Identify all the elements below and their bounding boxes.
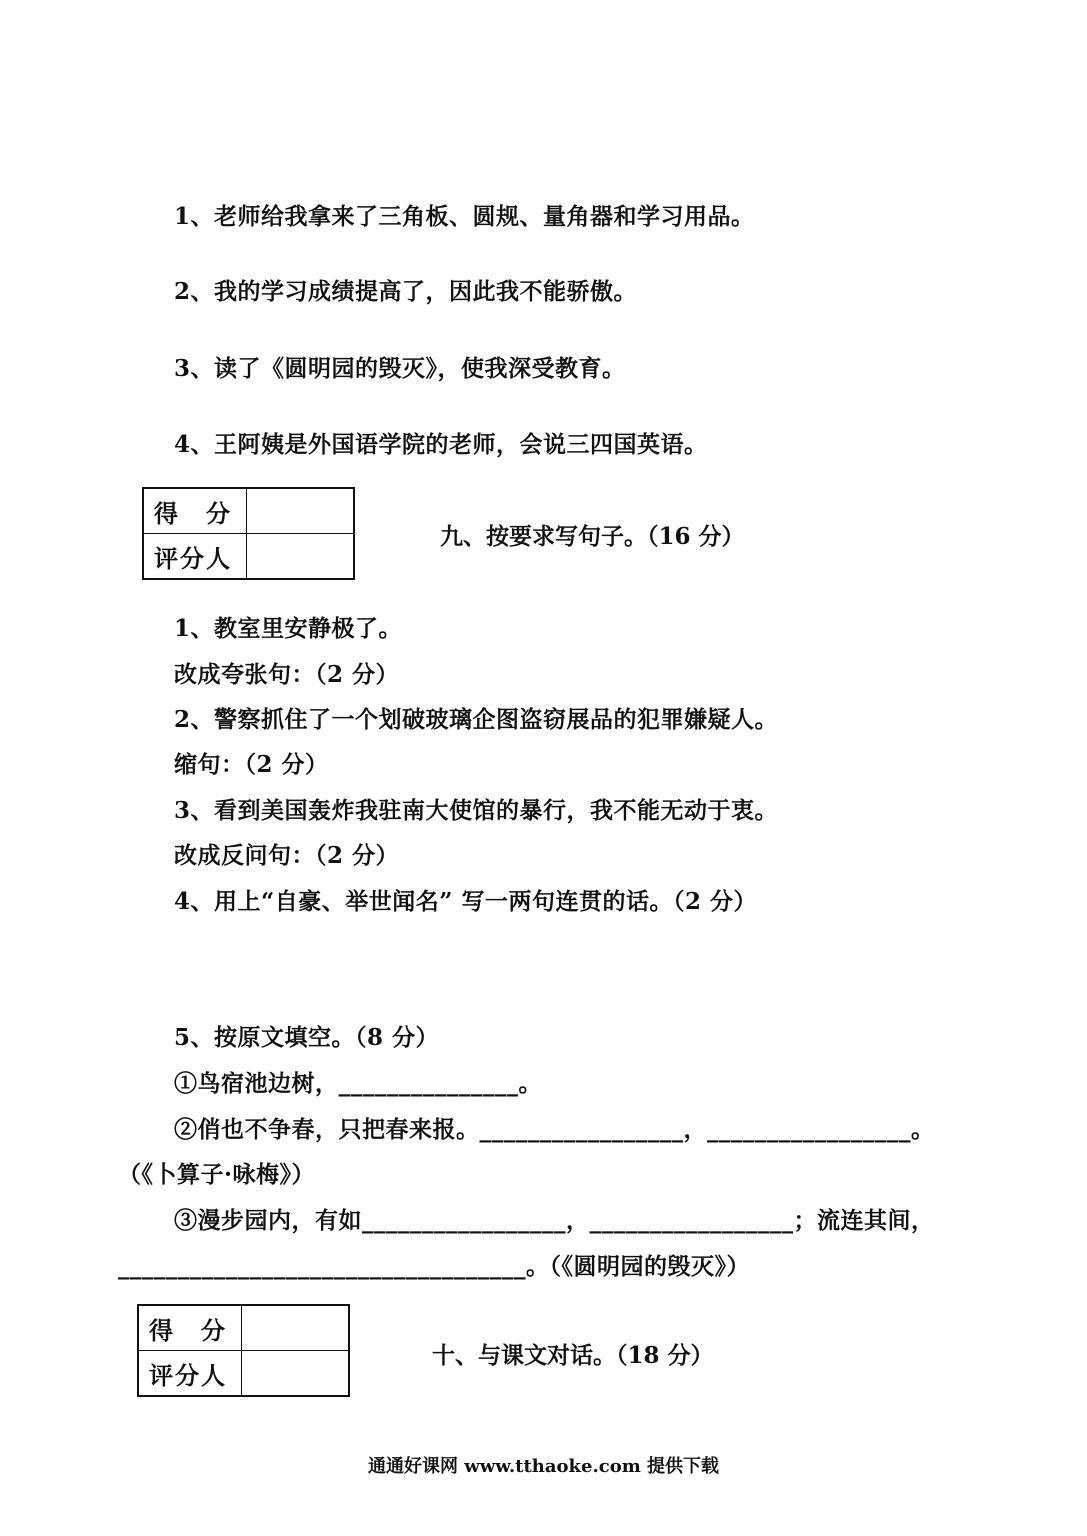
q9-1-task: 改成夸张句：（2 分）	[174, 661, 400, 688]
q9-3-task: 改成反问句：（2 分）	[174, 842, 400, 869]
q9-2: 2、警察抓住了一个划破玻璃企图盗窃展品的犯罪嫌疑人。	[174, 706, 779, 733]
sentence-1: 1、老师给我拿来了三角板、圆规、量角器和学习用品。	[174, 203, 755, 230]
section-9-title: 九、按要求写句子。（16 分）	[440, 523, 745, 550]
score-label: 得 分	[143, 488, 247, 534]
score-label: 得 分	[138, 1305, 242, 1351]
score-value-cell[interactable]	[247, 488, 355, 534]
score-value-cell[interactable]	[242, 1305, 350, 1351]
q9-5-2-source: （《卜算子·咏梅》）	[118, 1161, 316, 1188]
q9-5: 5、按原文填空。（8 分）	[174, 1024, 440, 1051]
grader-label: 评分人	[138, 1351, 242, 1397]
q9-4: 4、用上“自豪、举世闻名” 写一两句连贯的话。（2 分）	[174, 888, 757, 915]
footer: 通通好课网 www.tthaoke.com 提供下载	[367, 1456, 720, 1477]
q9-5-2: ②俏也不争春，只把春来报。_________________，_________________。	[174, 1116, 935, 1143]
grader-value-cell[interactable]	[242, 1351, 350, 1397]
q9-5-3-cont: __________________________________。（《圆明园的毁灭》）	[118, 1253, 750, 1280]
sentence-3: 3、读了《圆明园的毁灭》，使我深受教育。	[174, 355, 626, 382]
grader-value-cell[interactable]	[247, 534, 355, 580]
q9-2-task: 缩句：（2 分）	[174, 751, 329, 778]
sentence-2: 2、我的学习成绩提高了，因此我不能骄傲。	[174, 278, 638, 305]
q9-5-1: ①鸟宿池边树，_______________。	[174, 1070, 542, 1097]
section-10-title: 十、与课文对话。（18 分）	[432, 1342, 714, 1369]
q9-3: 3、看到美国轰炸我驻南大使馆的暴行，我不能无动于衷。	[174, 797, 779, 824]
q9-1: 1、教室里安静极了。	[174, 615, 403, 642]
score-box-2	[137, 1304, 350, 1397]
q9-5-3: ③漫步园内，有如_________________，_________________；流连其间，	[174, 1207, 935, 1234]
sentence-4: 4、王阿姨是外国语学院的老师，会说三四国英语。	[174, 431, 708, 458]
score-box-1	[142, 487, 355, 580]
grader-label: 评分人	[143, 534, 247, 580]
